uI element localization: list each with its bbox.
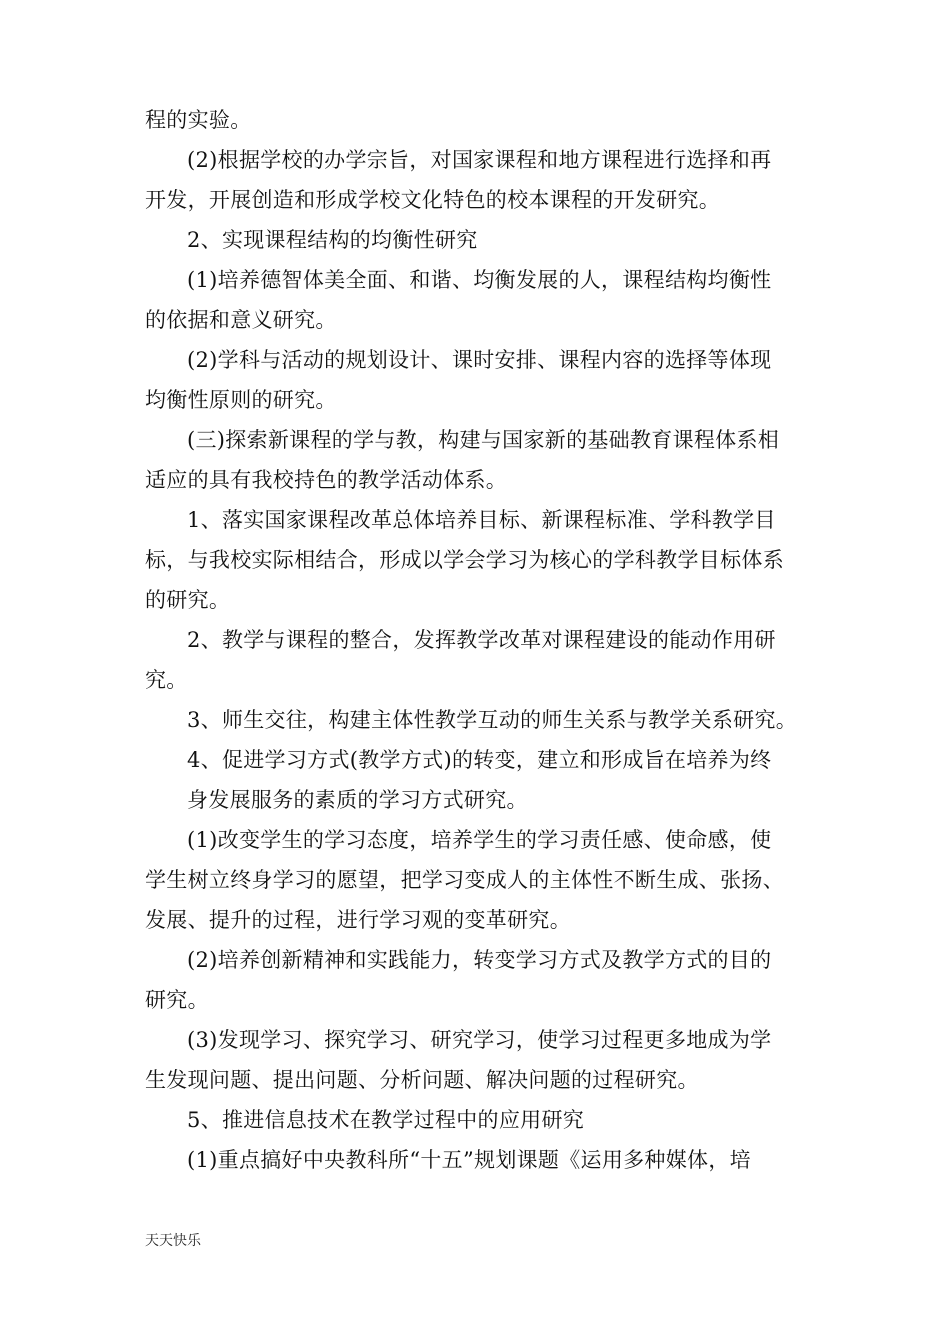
text-line: 研究。 [145, 988, 209, 1012]
page-footer: 天天快乐 [145, 1233, 201, 1249]
text-line: 身发展服务的素质的学习方式研究。 [187, 788, 528, 812]
text-line: (2)培养创新精神和实践能力，转变学习方式及教学方式的目的 [187, 948, 772, 972]
text-line: (2)学科与活动的规划设计、课时安排、课程内容的选择等体现 [187, 348, 772, 372]
text-line: (1)改变学生的学习态度，培养学生的学习责任感、使命感，使 [187, 828, 772, 852]
text-line: 的研究。 [145, 588, 231, 612]
text-line: 生发现问题、提出问题、分析问题、解决问题的过程研究。 [145, 1068, 699, 1092]
text-line: 5、推进信息技术在教学过程中的应用研究 [187, 1108, 585, 1132]
text-line: (2)根据学校的办学宗旨，对国家课程和地方课程进行选择和再 [187, 148, 772, 172]
text-line: 开发，开展创造和形成学校文化特色的校本课程的开发研究。 [145, 188, 721, 212]
text-line: 4、促进学习方式(教学方式)的转变，建立和形成旨在培养为终 [187, 748, 772, 772]
text-line: 标，与我校实际相结合，形成以学会学习为核心的学科教学目标体系 [145, 548, 784, 572]
text-line: (1)培养德智体美全面、和谐、均衡发展的人，课程结构均衡性 [187, 268, 772, 292]
text-line: 1、落实国家课程改革总体培养目标、新课程标准、学科教学目 [187, 508, 776, 532]
text-line: (三)探索新课程的学与教，构建与国家新的基础教育课程体系相 [187, 428, 780, 452]
text-line: 均衡性原则的研究。 [145, 388, 337, 412]
text-line: 适应的具有我校持色的教学活动体系。 [145, 468, 508, 492]
text-line: 2、实现课程结构的均衡性研究 [187, 228, 478, 252]
text-line: 发展、提升的过程，进行学习观的变革研究。 [145, 908, 571, 932]
text-line: (1)重点搞好中央教科所“十五”规划课题《运用多种媒体，培 [187, 1148, 751, 1172]
text-line: 究。 [145, 668, 188, 692]
text-line: (3)发现学习、探究学习、研究学习，使学习过程更多地成为学 [187, 1028, 772, 1052]
text-line: 程的实验。 [145, 108, 252, 132]
text-line: 2、教学与课程的整合，发挥教学改革对课程建设的能动作用研 [187, 628, 776, 652]
text-line: 学生树立终身学习的愿望，把学习变成人的主体性不断生成、张扬、 [145, 868, 784, 892]
text-line: 3、师生交往，构建主体性教学互动的师生关系与教学关系研究。 [187, 708, 798, 732]
text-line: 的依据和意义研究。 [145, 308, 337, 332]
